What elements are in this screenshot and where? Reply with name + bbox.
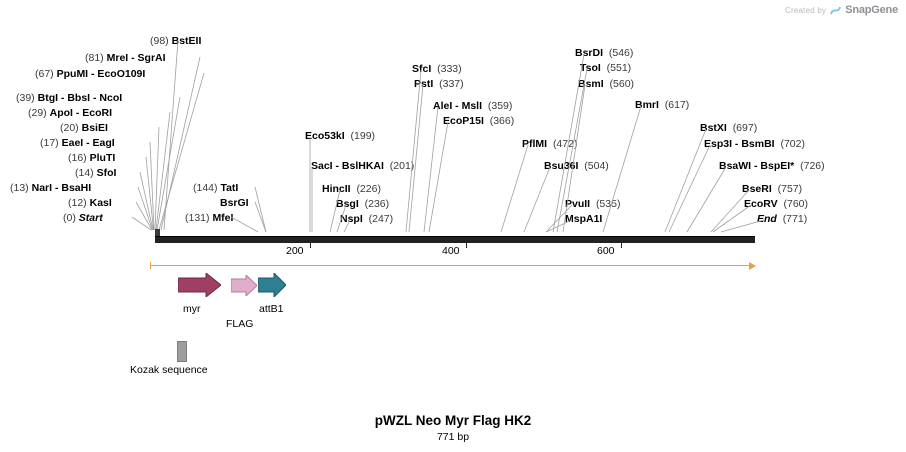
snapgene-logo-icon (830, 5, 841, 16)
site-label-pflmi[interactable]: PflMI (472) (522, 138, 578, 150)
feature-kozak-box[interactable] (177, 341, 187, 362)
site-label-tsoi[interactable]: TsoI (551) (580, 62, 632, 74)
site-label-eaei-eagi[interactable]: (17) EaeI - EagI (40, 137, 115, 149)
site-label-psti[interactable]: PstI (337) (414, 78, 464, 90)
site-label-end[interactable]: End (771) (757, 213, 808, 225)
feature-flag-arrow[interactable] (231, 275, 257, 297)
site-label-sfoi[interactable]: (14) SfoI (75, 167, 117, 179)
ruler-label-200: 200 (286, 245, 304, 257)
ruler-tick-600 (621, 242, 622, 248)
site-label-bsu36i[interactable]: Bsu36I (504) (544, 160, 609, 172)
site-label-btgi-bbsi-ncoi[interactable]: (39) BtgI - BbsI - NcoI (16, 92, 123, 104)
feature-attb1-arrow[interactable] (258, 273, 286, 295)
site-label-ecop15i[interactable]: EcoP15I (366) (443, 115, 515, 127)
site-label-mspa1i[interactable]: MspA1I (565, 213, 603, 225)
site-label-pvuii[interactable]: PvuII (535) (565, 198, 621, 210)
site-label-saci-bslhkai[interactable]: SacI - BslHKAI (201) (311, 160, 415, 172)
site-label-tati[interactable]: (144) TatI (193, 182, 239, 194)
site-label-bsrdi[interactable]: BsrDI (546) (575, 47, 634, 59)
plasmid-title: pWZL Neo Myr Flag HK2 (374, 413, 532, 428)
feature-label-myr: myr (183, 303, 201, 315)
site-label-nari-bsahi[interactable]: (13) NarI - BsaHI (10, 182, 92, 194)
orientation-arrow (150, 265, 755, 266)
site-label-bsrgi[interactable]: BsrGI (220, 197, 249, 209)
site-label-alei-msli[interactable]: AleI - MslI (359) (433, 100, 513, 112)
site-label-kasi[interactable]: (12) KasI (68, 197, 112, 209)
feature-label-kozak-sequence: Kozak sequence (130, 364, 208, 376)
site-label-apoi-ecori[interactable]: (29) ApoI - EcoRI (28, 107, 113, 119)
site-label-nspi[interactable]: NspI (247) (340, 213, 394, 225)
site-label-bseri[interactable]: BseRI (757) (742, 183, 803, 195)
site-label-bmri[interactable]: BmrI (617) (635, 99, 690, 111)
snapgene-watermark (785, 4, 898, 16)
site-label-hincii[interactable]: HincII (226) (322, 183, 381, 195)
site-label-ecorv[interactable]: EcoRV (760) (744, 198, 809, 210)
site-label-bstxi[interactable]: BstXI (697) (700, 122, 758, 134)
plasmid-backbone[interactable] (155, 236, 755, 243)
ruler-tick-200 (310, 242, 311, 248)
site-label-pluti[interactable]: (16) PluTI (68, 152, 116, 164)
site-label-esp3i-bsmbi[interactable]: Esp3I - BsmBI (702) (704, 138, 805, 150)
feature-label-flag: FLAG (226, 318, 254, 330)
site-label-bsteii[interactable]: (98) BstEII (150, 35, 202, 47)
site-label-bsgi[interactable]: BsgI (236) (336, 198, 390, 210)
ruler-tick-400 (466, 242, 467, 248)
feature-myr-arrow[interactable] (178, 273, 221, 295)
site-label-bsmi[interactable]: BsmI (560) (578, 78, 635, 90)
plasmid-length: 771 bp (436, 431, 470, 443)
site-label-eco53ki[interactable]: Eco53kI (199) (305, 130, 376, 142)
site-label-mfei[interactable]: (131) MfeI (185, 212, 234, 224)
watermark-brand: SnapGene (845, 4, 898, 16)
feature-label-attb1: attB1 (259, 303, 284, 315)
ruler-label-400: 400 (442, 245, 460, 257)
site-label-bsiei[interactable]: (20) BsiEI (60, 122, 108, 134)
site-label-sfci[interactable]: SfcI (333) (412, 63, 462, 75)
site-label-start[interactable]: (0) Start (63, 212, 103, 224)
site-label-mrei-sgrai[interactable]: (81) MreI - SgrAI (85, 52, 166, 64)
watermark-prefix: Created by (785, 5, 827, 15)
site-label-ppumi-ecoo109i[interactable]: (67) PpuMI - EcoO109I (35, 68, 146, 80)
ruler-label-600: 600 (597, 245, 615, 257)
site-label-bsawi-bspei[interactable]: BsaWI - BspEI* (726) (719, 160, 825, 172)
